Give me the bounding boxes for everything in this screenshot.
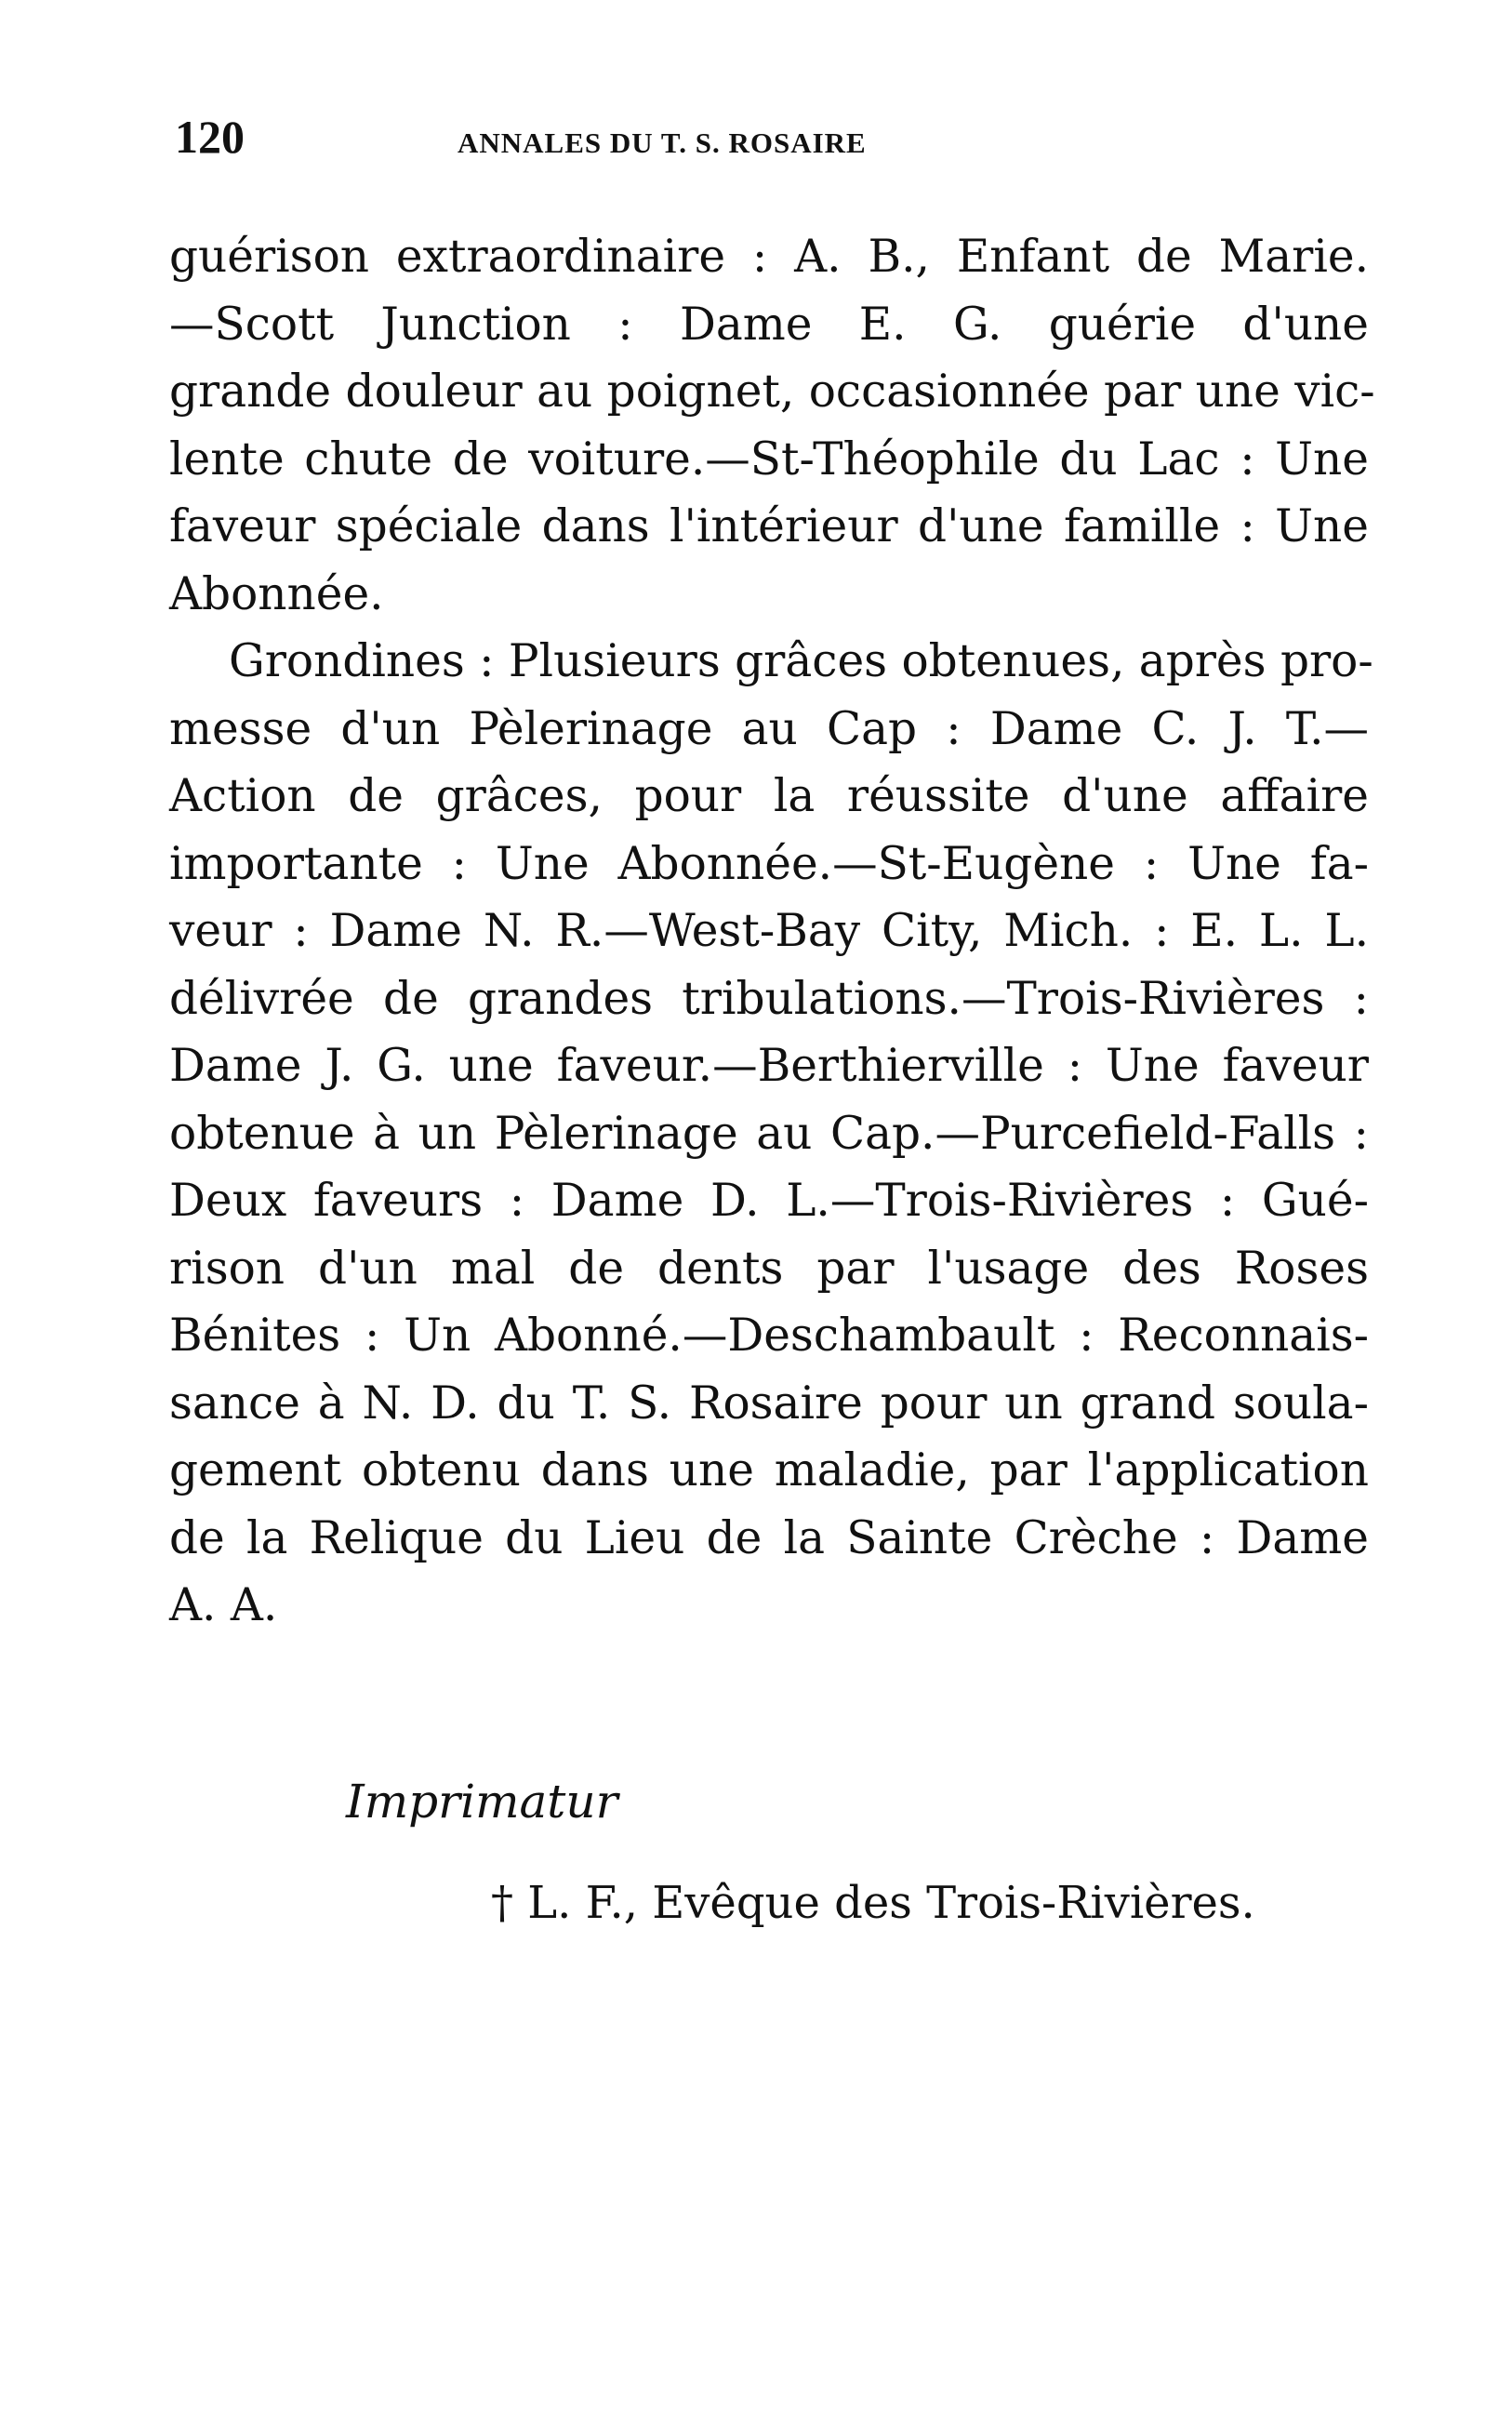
text-line: A. A.	[169, 1579, 278, 1631]
text-line: —Scott Junction : Dame E. G. guérie d'une	[169, 298, 1369, 351]
text-line: guérison extraordinaire : A. B., Enfant de Marie.	[169, 231, 1369, 283]
bishop-signature: † L. F., Evêque des Trois-Rivières.	[491, 1877, 1255, 1929]
page-header	[167, 110, 1376, 184]
text-line: veur : Dame N. R.—West-Bay City, Mich. : E. L. L.	[169, 905, 1369, 957]
text-line: messe d'un Pèlerinage au Cap : Dame C. J. T.—	[169, 702, 1369, 755]
text-line: Action de grâces, pour la réussite d'une affaire	[169, 770, 1369, 822]
body-text	[169, 223, 1375, 1640]
text-line: Abonnée.	[169, 567, 384, 620]
imprimatur-label: Imprimatur	[346, 1775, 618, 1829]
text-line: importante : Une Abonnée.—St-Eugène : Une fa-	[169, 837, 1369, 890]
text-line: Dame J. G. une faveur.—Berthierville : Une faveur	[169, 1040, 1369, 1092]
text-line: rison d'un mal de dents par l'usage des Roses	[169, 1242, 1369, 1295]
text-line: Deux faveurs : Dame D. L.—Trois-Rivières : Gué-	[169, 1175, 1369, 1227]
text-line: délivrée de grandes tribulations.—Trois-Rivières :	[169, 972, 1369, 1025]
text-line: Bénites : Un Abonné.—Deschambault : Reconnais-	[169, 1310, 1369, 1362]
text-line: sance à N. D. du T. S. Rosaire pour un grand soula-	[169, 1377, 1369, 1430]
running-head: ANNALES DU T. S. ROSAIRE	[458, 126, 867, 159]
text-line: de la Relique du Lieu de la Sainte Crèche : Dame	[169, 1511, 1369, 1564]
text-line: obtenue à un Pèlerinage au Cap.—Purcefield-Falls :	[169, 1107, 1369, 1160]
text-line: gement obtenu dans une maladie, par l'application	[169, 1444, 1369, 1496]
text-line: Grondines : Plusieurs grâces obtenues, après pro-	[229, 635, 1373, 687]
text-line: grande douleur au poignet, occasionnée par une vic-	[169, 366, 1375, 418]
text-line: lente chute de voiture.—St-Théophile du Lac : Une	[169, 432, 1369, 485]
page-number: 120	[175, 111, 245, 163]
text-line: faveur spéciale dans l'intérieur d'une famille : Une	[169, 500, 1369, 552]
